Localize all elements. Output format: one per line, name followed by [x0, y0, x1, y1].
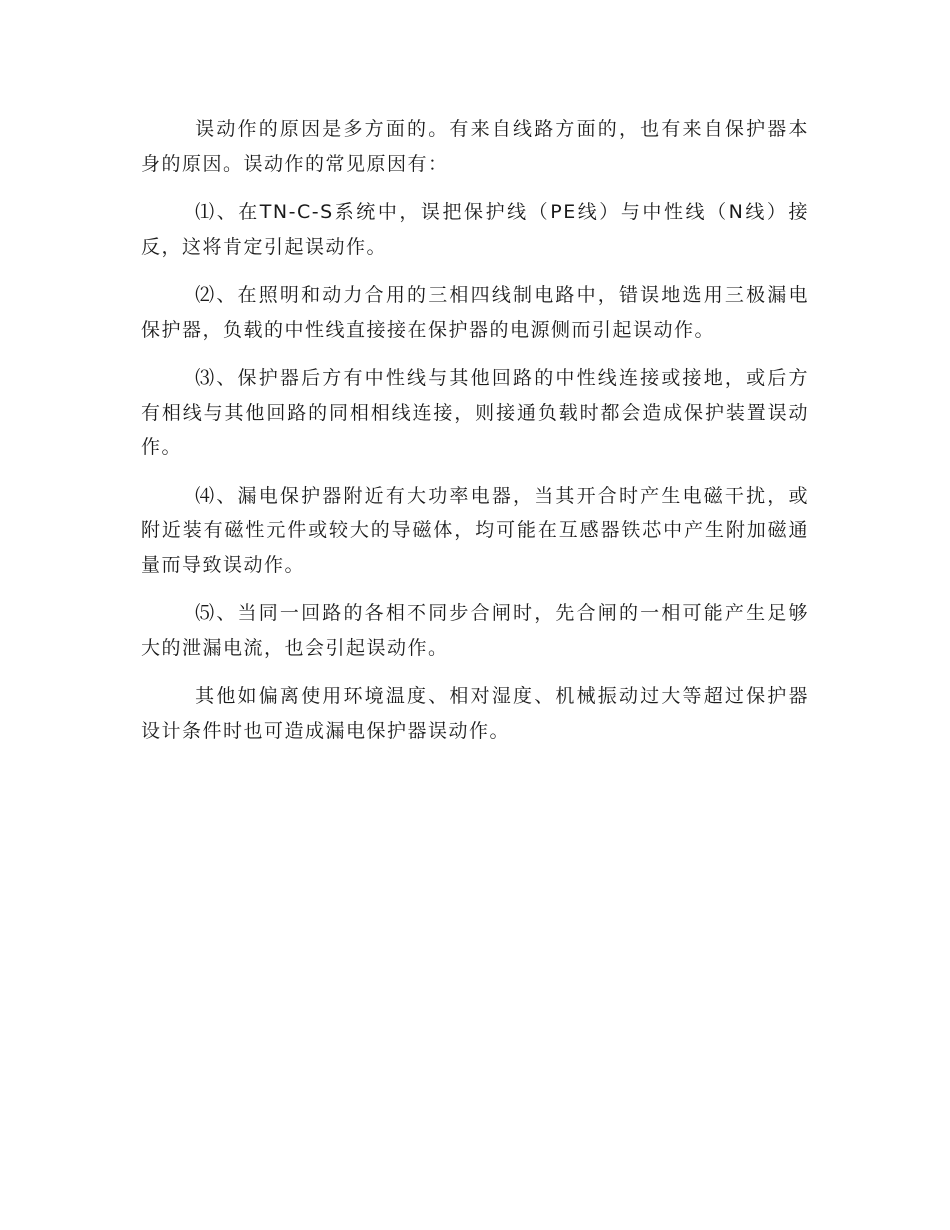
cause-2-paragraph: ⑵、在照明和动力合用的三相四线制电路中，错误地选用三极漏电保护器，负载的中性线直接接在保护器的电源侧而引起误动作。	[141, 284, 809, 341]
cause-4-paragraph: ⑷、漏电保护器附近有大功率电器，当其开合时产生电磁干扰，或附近装有磁性元件或较大的导磁体，均可能在互感器铁芯中产生附加磁通量而导致误动作。	[141, 484, 809, 576]
document-body	[141, 112, 809, 762]
cause-3-paragraph: ⑶、保护器后方有中性线与其他回路的中性线连接或接地，或后方有相线与其他回路的同相相线连接，则接通负载时都会造成保护装置误动作。	[141, 367, 809, 458]
cause-1-paragraph: ⑴、在TN-C-S系统中，误把保护线（PE线）与中性线（N线）接反，这将肯定引起误动作。	[141, 201, 809, 258]
intro-paragraph: 误动作的原因是多方面的。有来自线路方面的，也有来自保护器本身的原因。误动作的常见原因有：	[141, 118, 809, 175]
cause-5-paragraph: ⑸、当同一回路的各相不同步合闸时，先合闸的一相可能产生足够大的泄漏电流，也会引起误动作。	[141, 602, 809, 659]
closing-paragraph: 其他如偏离使用环境温度、相对湿度、机械振动过大等超过保护器设计条件时也可造成漏电保护器误动作。	[141, 685, 809, 742]
